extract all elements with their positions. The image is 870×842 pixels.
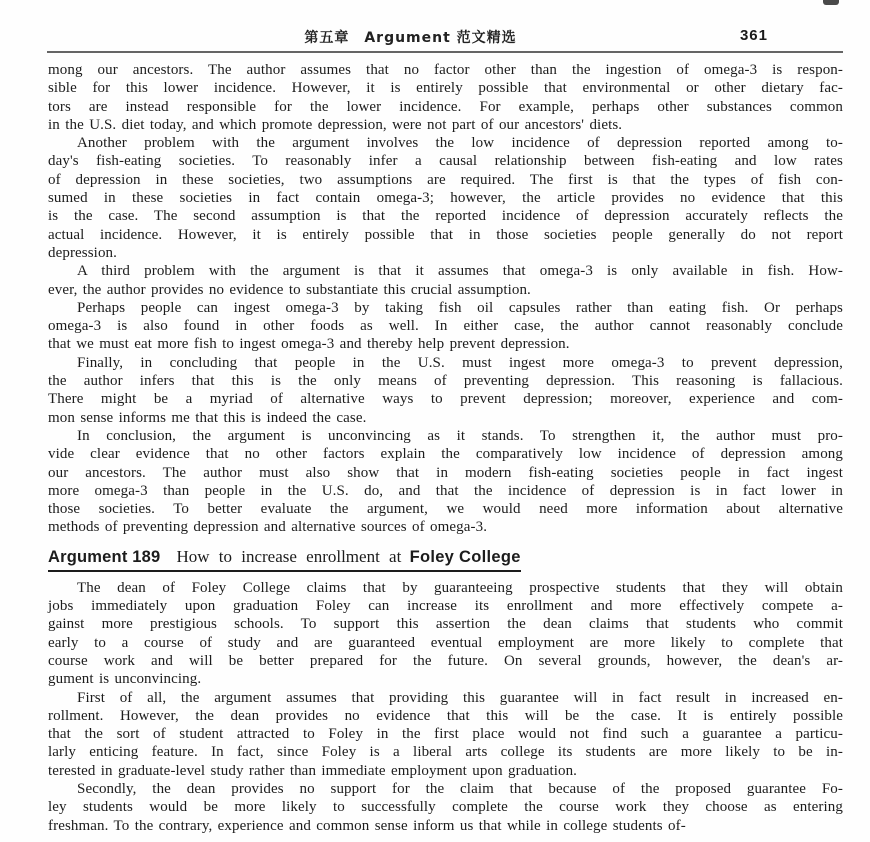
text-line: Secondly, the dean provides no support for the claim that because of the proposed guarantee Fo- [77, 780, 843, 797]
text-line: mon sense informs me that this is indeed the case. [48, 409, 367, 426]
text-line: of depression in these societies, two assumptions are required. The first is that the types of fish con- [48, 171, 843, 188]
text-line: mong our ancestors. The author assumes that no factor other than the ingestion of omega-3 is respon- [48, 62, 843, 78]
paragraph [48, 354, 843, 427]
text-line: methods of preventing depression and alternative sources of omega-3. [48, 519, 488, 536]
paragraph [48, 579, 843, 689]
header-rule [47, 51, 843, 53]
text-line: our ancestors. The author must also show that in modern fish-eating societies people in fact ingest [48, 464, 843, 481]
text-line: actual incidence. However, it is entirely possible that in those societies people generally do not report [48, 226, 843, 243]
text-line: freshman. To the contrary, experience and common sense inform us that while in college students of- [48, 817, 686, 834]
paragraph [48, 427, 843, 537]
text-line: course work and will be better prepared for the future. On several grounds, however, the dean's ar- [48, 652, 843, 669]
text-line: is the case. The second assumption is that the reported incidence of depression accurately reflects the [48, 208, 843, 225]
text-line: depression. [48, 244, 118, 261]
argument-title-college: Foley College [409, 547, 521, 566]
paragraph [48, 780, 843, 835]
text-line: tors are instead responsible for the lower incidence. For example, perhaps other substances common [48, 98, 843, 115]
scan-artifact [823, 0, 839, 5]
page-number: 361 [739, 27, 768, 44]
text-line: rollment. However, the dean provides no evidence that this will be the case. It is entirely possible [48, 707, 843, 724]
argument-heading-underline [48, 546, 521, 572]
text-line: In conclusion, the argument is unconvincing as it stands. To strengthen it, the author must pro- [77, 427, 843, 444]
text-line: gainst more prestigious schools. To support this assertion the dean claims that students who commit [48, 616, 843, 633]
paragraph [48, 61, 843, 134]
paragraph [48, 299, 843, 354]
text-line: ley students would be more likely to successfully complete the course work they choose as entering [48, 799, 843, 816]
text-line: Another problem with the argument involves the low incidence of depression reported among to- [77, 135, 843, 152]
text-line: sible for this lower incidence. However, it is entirely possible that environmental or other dietary fac- [48, 80, 843, 97]
text-line: ever, the author provides no evidence to substantiate this crucial assumption. [48, 281, 531, 298]
essay-omega3-continuation [48, 61, 843, 537]
text-line: The dean of Foley College claims that by guaranteeing prospective students that they will obtain [77, 579, 843, 596]
text-line: that we must eat more fish to ingest omega-3 and thereby help prevent depression. [48, 336, 570, 353]
text-line: jobs immediately upon graduation Foley can increase its enrollment and more effectively compete a- [48, 598, 843, 615]
text-line: sumed in these societies in fact contain omega-3; however, the article provides no evidence that this [48, 190, 843, 207]
text-line: more omega-3 than people in the U.S. do, and that the incidence of depression is in fact lower in [48, 482, 843, 499]
text-line: First of all, the argument assumes that providing this guarantee will in fact result in increased en- [77, 689, 843, 706]
text-line: gument is unconvincing. [48, 671, 202, 688]
text-line: Finally, in concluding that people in the U.S. must ingest more omega-3 to prevent depression, [77, 354, 843, 371]
essay-foley [48, 579, 843, 835]
text-line: larly enticing feature. In fact, since Foley is a liberal arts college its students are more likely to be in- [48, 744, 843, 761]
chapter-title: 第五章 Argument 范文精选 [304, 30, 517, 46]
text-line: vide clear evidence that no other factors explain the comparatively low incidence of depression among [48, 446, 843, 463]
text-line: Perhaps people can ingest omega-3 by taking fish oil capsules rather than eating fish. Or perhaps [77, 299, 843, 316]
paragraph [48, 262, 843, 299]
text-line: omega-3 is also found in other foods as well. In either case, the author cannot reasonably conclude [48, 318, 843, 335]
text-line: early to a course of study and are guaranteed eventual employment are more likely to complete that [48, 634, 843, 651]
text-line: in the U.S. diet today, and which promote depression, were not part of our ancestors' diets. [48, 116, 623, 133]
text-line: There might be a myriad of alternative ways to prevent depression; moreover, experience and com- [48, 391, 843, 408]
text-line: those societies. To better evaluate the argument, we would need more information about alternative [48, 501, 843, 518]
page-header [48, 27, 843, 49]
text-line: terested in graduate-level study rather than immediate employment upon graduation. [48, 762, 578, 779]
paragraph [48, 134, 843, 262]
text-line: day's fish-eating societies. To reasonably infer a causal relationship between fish-eating and low rates [48, 153, 843, 170]
argument-number-label: Argument 189 [48, 547, 161, 566]
text-line: that the sort of student attracted to Foley in the first place would not find such a guarantee a particu- [48, 726, 843, 743]
paragraph [48, 689, 843, 780]
text-line: the author infers that this is the only means of preventing depression. This reasoning is fallacious. [48, 373, 843, 390]
text-line: A third problem with the argument is that it assumes that omega-3 is only available in fish. How- [77, 263, 843, 280]
page-body [48, 61, 843, 835]
argument-title-text: How to increase enrollment at [176, 546, 402, 566]
argument-heading [48, 546, 843, 572]
